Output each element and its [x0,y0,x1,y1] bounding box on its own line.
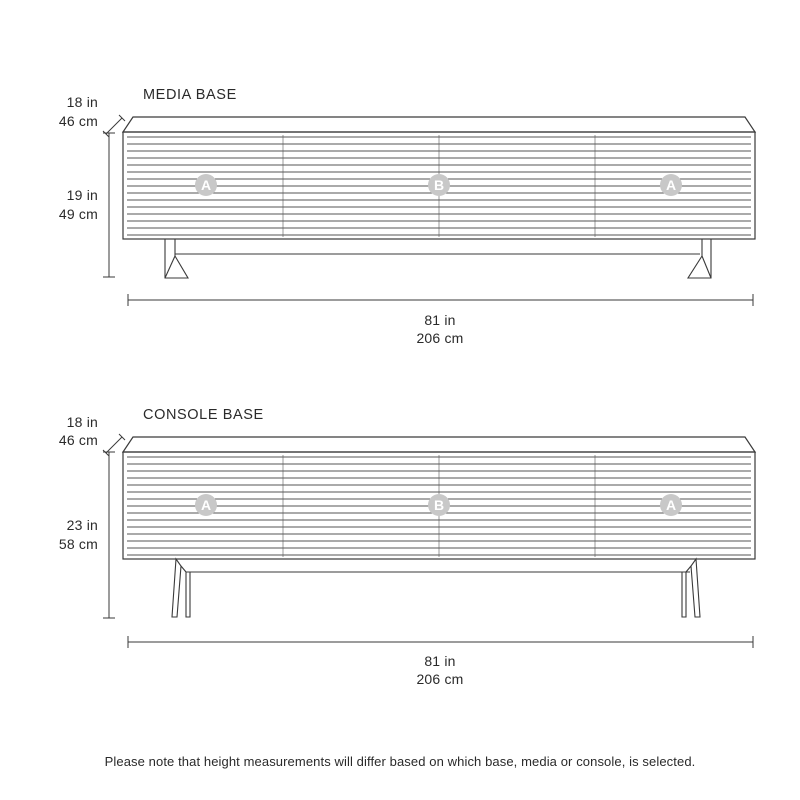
console-base-title: CONSOLE BASE [143,407,264,423]
media-width-cm: 206 cm [416,330,464,346]
console-legs [172,559,700,617]
media-marker-b-label: B [433,177,445,193]
console-marker-a-right-label: A [665,497,677,513]
height-note: Please note that height measurements will differ based on which base, media or console, is selected. [104,754,696,769]
media-height-cm: 49 cm [58,206,98,222]
console-width-cm: 206 cm [416,671,464,687]
media-depth-in: 18 in [66,94,98,110]
console-marker-a-left-label: A [200,497,212,513]
console-marker-a-left [195,494,217,516]
media-height-in: 19 in [66,187,98,203]
console-depth-dimension-line [106,437,122,453]
console-width-in: 81 in [424,653,456,669]
console-height-in: 23 in [66,517,98,533]
console-marker-a-right [660,494,682,516]
console-marker-b [428,494,450,516]
console-depth-in: 18 in [66,414,98,430]
media-width-in: 81 in [424,312,456,328]
console-top-surface [123,437,755,452]
console-depth-cm: 46 cm [58,432,98,448]
console-height-cm: 58 cm [58,536,98,552]
media-depth-cm: 46 cm [58,113,98,129]
media-marker-a-left-label: A [200,177,212,193]
media-marker-a-right-label: A [665,177,677,193]
media-base-title: MEDIA BASE [143,87,237,103]
console-marker-b-label: B [433,497,445,513]
